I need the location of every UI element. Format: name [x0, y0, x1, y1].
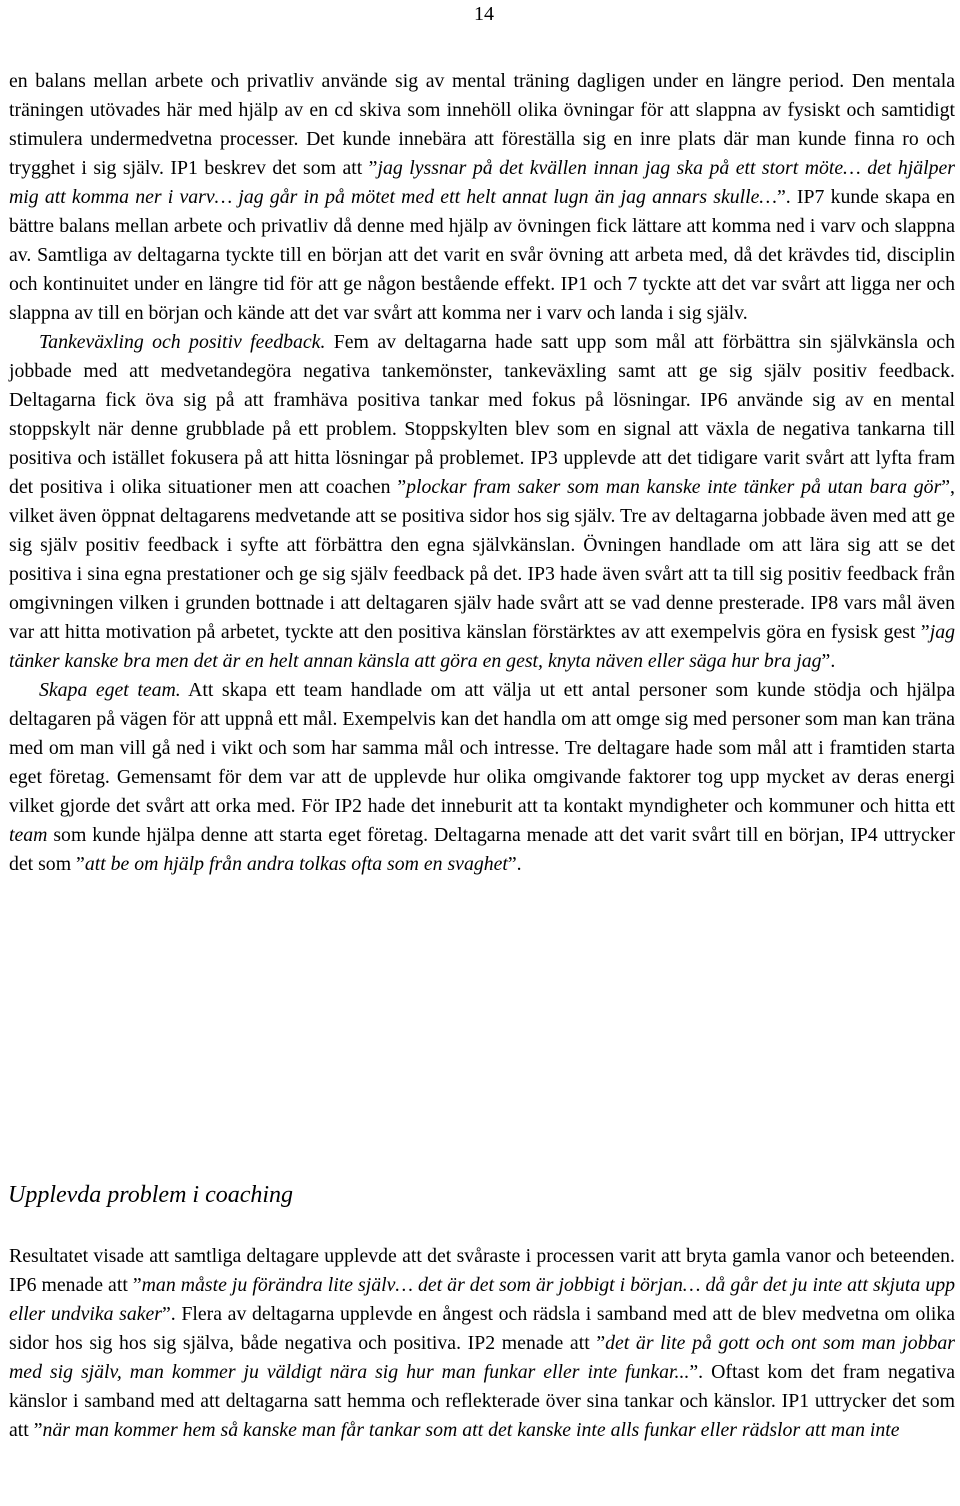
text-run: ”. — [507, 853, 522, 875]
section-heading: Upplevda problem i coaching — [8, 1182, 294, 1208]
body-paragraphs — [9, 67, 955, 879]
team-word: team — [9, 824, 48, 846]
text-run: ”. Oftast kom det fram negativa känslor i samband med att deltagarna satt hemma och reflekterade över sina tankar och känslor. IP1 uttrycker det som att ” — [9, 1361, 955, 1441]
text-run: Fem av deltagarna hade satt upp som mål att förbättra sin självkänsla och jobbade med att medvetandegöra negativa tankemönster, tankeväxling samt att ge sig själv positiv feedback. Deltagarna fick öva sig på att framhäva positiva tankar med fokus på lösningar. IP6 använde sig av en mental stoppskylt när denne grubblade på ett problem. Stoppskylten blev som en signal att växla de negativa tankarna till positiva och istället fokusera på att hitta lösningar på problemet. IP3 upplevde att det tidigare varit svårt att lyfta fram det positiva i olika situationer men att coachen ” — [9, 331, 955, 498]
subsection-label-skapa-eget-team: Skapa eget team. — [39, 679, 181, 701]
quote-coach: plockar fram saker som man kanske inte tänker på utan bara gör — [406, 476, 942, 498]
text-run: Resultatet visade att samtliga deltagare upplevde att det svåraste i processen varit att bryta gamla vanor och beteenden. IP6 menade att ” — [9, 1245, 955, 1296]
text-run: ”. IP7 kunde skapa en bättre balans mellan arbete och privatliv då denne med hjälp av övningen fick lättare att komma ned i varv och slappna av. Samtliga av deltagarna tyckte till en början att det varit en svår övning att arbeta med, då det krävdes tid, disciplin och kontinuitet under en längre tid för att ge någon bestående effekt. IP1 och 7 tyckte att det var svårt att ligga ner och slappna av till en början och kände att det var svårt att komma ner i varv och landa i sig själv. — [9, 186, 955, 324]
quote-ip8: jag tänker kanske bra men det är en helt annan känsla att göra en gest, knyta näven eller säga hur bra jag — [9, 621, 955, 672]
quote-ip2: det är lite på gott och ont som man jobbar med sig själv, man kommer ju väldigt nära sig hur man funkar eller inte funkar... — [9, 1332, 955, 1383]
text-run: ”. Flera av deltagarna upplevde en ångest och rädsla i samband med att de blev medvetna om olika sidor hos sig hos sig själva, både negativa och positiva. IP2 menade att ” — [9, 1303, 955, 1354]
text-run: ”, vilket även öppnat deltagarens medvetande att se positiva sidor hos sig själv. Tre av deltagarna jobbade även med att ge sig själv positiv feedback i syfte att förbättra den egna självkänslan. Övningen handlade om att lära sig att se det positiva i sina egna prestationer och ge sig själv feedback på det. IP3 hade även svårt att ta till sig positiv feedback från omgivningen vilken i grunden bottnade i att deltagaren själv hade svårt att se vad denne presterade. IP8 vars mål även var att hitta motivation på arbetet, tyckte att den positiva känslan förstärktes av att exempelvis göra en fysisk gest ” — [9, 476, 955, 643]
quote-ip6: man måste ju förändra lite själv… det är det som är jobbigt i början… då går det ju inte att skjuta upp eller undvika saker — [9, 1274, 956, 1325]
text-run: en balans mellan arbete och privatliv använde sig av mental träning dagligen under en längre period. Den mentala träningen utövades här med hjälp av en cd skiva som innehöll olika övningar för att slappna av fysiskt och samtidigt stimulera undermedvetna processer. Det kunde innebära att föreställa sig en inre plats där man kunde finna ro och trygghet i sig själv. IP1 beskrev det som att ” — [9, 70, 955, 179]
quote-ip1: jag lyssnar på det kvällen innan jag ska på ett stort möte… det hjälper mig att komma ner i varv… jag går in på mötet med ett helt annat lugn än jag annars skulle… — [9, 157, 955, 208]
text-run: som kunde hjälpa denne att starta eget företag. Deltagarna menade att det varit svårt till en början, IP4 uttrycker det som ” — [9, 824, 955, 875]
quote-ip4: att be om hjälp från andra tolkas ofta som en svaghet — [84, 853, 508, 875]
text-run: ”. — [821, 650, 836, 672]
results-paragraph — [9, 1242, 955, 1445]
quote-ip1-b: när man kommer hem så kanske man får tankar som att det kanske inte alls funkar eller rädslor att man inte — [42, 1419, 900, 1441]
text-run: Att skapa ett team handlade om att välja ut ett antal personer som kunde stödja och hjälpa deltagaren på vägen för att uppnå ett mål. Exempelvis kan det handla om att omge sig med personer som man kan träna med om man vill gå ned i vikt och som har samma mål och intresse. Tre deltagare hade som mål att i framtiden starta eget företag. Gemensamt för dem var att de upplevde hur olika omgivande faktorer tog upp mycket av deras energi vilket gjorde det svårt att orka med. För IP2 hade det inneburit att ta kontakt myndigheter och kommuner och hitta ett — [9, 679, 955, 817]
page-number: 14 — [474, 3, 494, 25]
subsection-label-tankevaxling: Tankeväxling och positiv feedback. — [39, 331, 326, 353]
